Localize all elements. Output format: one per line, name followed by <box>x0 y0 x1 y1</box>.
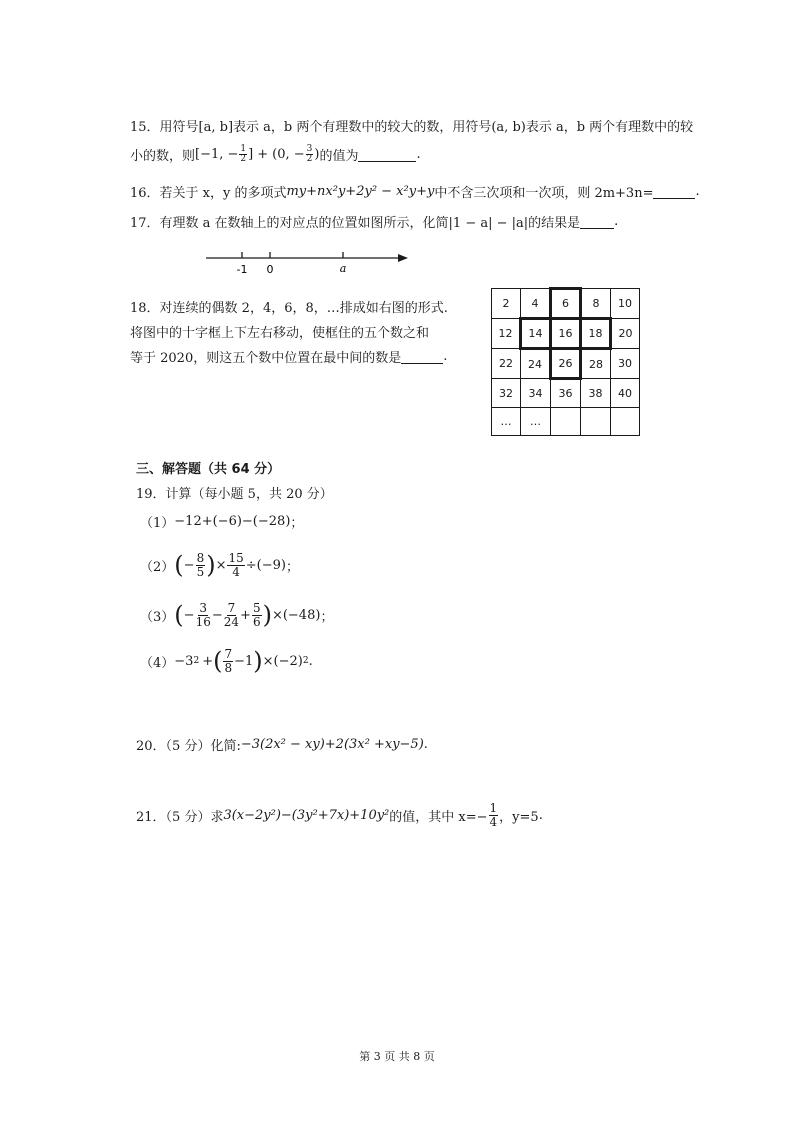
q16-line <box>130 182 700 201</box>
q15-bracket-open: [−1, − <box>195 147 239 163</box>
q15-fraction-2 <box>306 145 314 165</box>
q19-part3-fraction-3 <box>252 602 262 628</box>
q17-answer-blank <box>580 214 614 229</box>
fraction-num: 15 <box>228 551 244 565</box>
q19-title: 19．计算（每小题 5，共 20 分） <box>136 487 333 502</box>
label-minus-one: -1 <box>236 263 248 276</box>
grid-cell <box>581 408 611 436</box>
grid-cell: 32 <box>492 379 521 408</box>
q19-part3-label: （3） <box>140 609 175 625</box>
q15-suffix: 的值为 <box>319 149 359 165</box>
q15-period: . <box>416 147 421 163</box>
grid-row <box>492 408 640 436</box>
grid-cell-cross-center: 16 <box>551 319 581 349</box>
q19-part4-rest: ×(−2) <box>262 653 303 669</box>
fraction-num: 7 <box>227 601 236 615</box>
q16-answer-blank <box>653 184 695 199</box>
q15-bracket-close: ] <box>248 147 254 163</box>
q20-expression: −3(2x² − xy)+2(3x² +xy−5) <box>240 737 424 752</box>
grid-row <box>492 319 640 349</box>
even-number-grid <box>491 287 640 436</box>
grid-cell-cross: 6 <box>551 289 581 319</box>
q15-answer-blank <box>358 147 416 162</box>
q18-line3 <box>130 347 447 366</box>
paren-close: ) <box>262 601 272 630</box>
paren-close: ) <box>206 551 216 580</box>
page-footer: 第 3 页 共 8 页 <box>359 1050 435 1063</box>
q19-part2-end: ； <box>285 559 299 575</box>
grid-cell: 24 <box>521 349 551 379</box>
q15-fraction-2-num: 3 <box>306 144 313 154</box>
grid-cell: 8 <box>581 289 611 319</box>
fraction-den: 4 <box>489 814 498 829</box>
q16-period: . <box>695 184 700 199</box>
q19-part3-fraction-2 <box>224 602 239 628</box>
q19-part1 <box>140 512 303 531</box>
fraction-num: 8 <box>196 551 205 565</box>
grid-cell-cross: 18 <box>581 319 611 349</box>
q20-line <box>136 735 428 754</box>
grid-cell-cross: 26 <box>551 349 581 379</box>
label-a: a <box>339 262 347 275</box>
q15-plus: + <box>257 147 269 163</box>
fraction-num: 3 <box>199 601 208 615</box>
grid-cell: … <box>521 408 551 436</box>
grid-cell: 12 <box>492 319 521 349</box>
grid-cell: 28 <box>581 349 611 379</box>
q17-text: 17．有理数 a 在数轴上的对应点的位置如图所示，化简|1 − a| − |a|的结果是 <box>130 216 581 231</box>
q19-part3-end: ； <box>320 609 334 625</box>
times-sign: × <box>215 557 227 573</box>
q19-part4-pre: −3 <box>174 653 194 669</box>
q15-paren-close: ) <box>314 147 320 163</box>
arrow-right-icon <box>398 254 408 262</box>
q19-part1-label: （1） <box>140 516 175 531</box>
q19-part3 <box>140 602 333 628</box>
grid-cell: 38 <box>581 379 611 408</box>
grid-cell: 34 <box>521 379 551 408</box>
q19-part4-fraction <box>223 648 233 674</box>
grid-cell: 10 <box>611 289 640 319</box>
plus-sign: + <box>240 607 251 623</box>
q21-end: . <box>538 807 543 823</box>
fraction-num: 5 <box>252 601 261 615</box>
grid-cell: 30 <box>611 349 640 379</box>
minus-sign: − <box>183 557 195 573</box>
q21-line <box>136 802 543 828</box>
q20-label: 20．（5 分）化简: <box>136 739 241 754</box>
q19-part2-rest: ÷(−9) <box>245 557 286 573</box>
q17-number-line <box>200 244 415 278</box>
q18-line2: 将图中的十字框上下左右移动，使框住的五个数之和 <box>130 326 430 341</box>
q21-post: ，y=5 <box>499 809 539 825</box>
fraction-den: 6 <box>252 614 261 629</box>
paren-open: ( <box>174 601 184 630</box>
grid-row <box>492 289 640 319</box>
grid-row <box>492 349 640 379</box>
q19-part4-end: . <box>308 653 313 669</box>
q21-expression: 3(x−2y²)−(3y²+7x)+10y² <box>223 807 390 823</box>
grid-cell: 2 <box>492 289 521 319</box>
q18-line3-text: 等于 2020，则这五个数中位置在最中间的数是 <box>130 351 402 366</box>
q19-part4-minus-one: −1 <box>234 653 254 669</box>
fraction-den: 16 <box>195 614 211 629</box>
grid-cell: 22 <box>492 349 521 379</box>
label-zero: 0 <box>266 263 274 276</box>
fraction-den: 8 <box>224 660 233 675</box>
grid-row <box>492 379 640 408</box>
q18-period: . <box>443 349 448 364</box>
q16-suffix: 中不含三次项和一次项，则 2m+3n= <box>434 186 654 201</box>
q19-part2 <box>140 552 299 578</box>
q16-prefix: 16．若关于 x，y 的多项式 <box>130 186 287 201</box>
grid-cell-cross: 14 <box>521 319 551 349</box>
fraction-num: 7 <box>224 647 233 661</box>
q19-part3-fraction-1 <box>196 602 211 628</box>
q15-line1: 15．用符号[a, b]表示 a，b 两个有理数中的较大的数，用符号(a, b)表示 a，b 两个有理数中的较 <box>130 120 694 135</box>
grid-cell <box>611 408 640 436</box>
paren-close: ) <box>253 647 263 676</box>
q15-paren-open: (0, − <box>272 147 305 163</box>
plus-sign: + <box>202 653 214 669</box>
paren-open: ( <box>213 647 223 676</box>
q19-part2-fraction-1 <box>196 552 206 578</box>
q19-part4-label: （4） <box>140 655 175 671</box>
q18-line1: 18．对连续的偶数 2，4，6，8，…排成如右图的形式. <box>130 301 448 316</box>
q21-label: 21．（5 分）求 <box>136 809 224 825</box>
q15-fraction-2-den: 2 <box>306 154 313 165</box>
q19-part1-end: ； <box>290 516 304 531</box>
q19-part1-expr: −12+(−6)−(−28) <box>174 514 291 529</box>
q15-line2 <box>130 145 421 165</box>
q21-fraction <box>489 802 499 828</box>
q15-fraction-1-den: 2 <box>240 154 247 165</box>
q15-prefix: 小的数，则 <box>130 149 196 165</box>
minus-sign: − <box>183 607 195 623</box>
grid-cell: 40 <box>611 379 640 408</box>
q19-part3-rest: ×(−48) <box>271 607 321 623</box>
fraction-den: 5 <box>196 564 205 579</box>
q21-mid: 的值，其中 x=− <box>389 809 488 825</box>
q19-part2-fraction-2 <box>227 552 244 578</box>
q15-fraction-1 <box>239 145 247 165</box>
q16-polynomial: my+nx²y+2y² − x²y+y <box>286 184 435 199</box>
q18-answer-blank <box>401 349 443 364</box>
q19-part4: （4） −3 2 + ( $\frac{7}{8}$ −1 ) ×(−2) 2 . <box>140 647 313 676</box>
q17-period: . <box>614 214 619 229</box>
grid-cell: 4 <box>521 289 551 319</box>
q20-end: . <box>423 737 428 752</box>
section-title: 三、解答题（共 64 分） <box>136 462 281 477</box>
grid-cell: … <box>492 408 521 436</box>
paren-open: ( <box>174 551 184 580</box>
q15-fraction-1-num: 1 <box>240 144 247 154</box>
fraction-den: 4 <box>232 564 240 579</box>
q19-part2-label: （2） <box>140 559 175 575</box>
q17-line <box>130 212 618 231</box>
grid-cell <box>551 408 581 436</box>
minus-sign: − <box>211 607 223 623</box>
grid-cell: 20 <box>611 319 640 349</box>
fraction-num: 1 <box>489 801 498 815</box>
fraction-den: 24 <box>223 614 240 629</box>
grid-cell: 36 <box>551 379 581 408</box>
